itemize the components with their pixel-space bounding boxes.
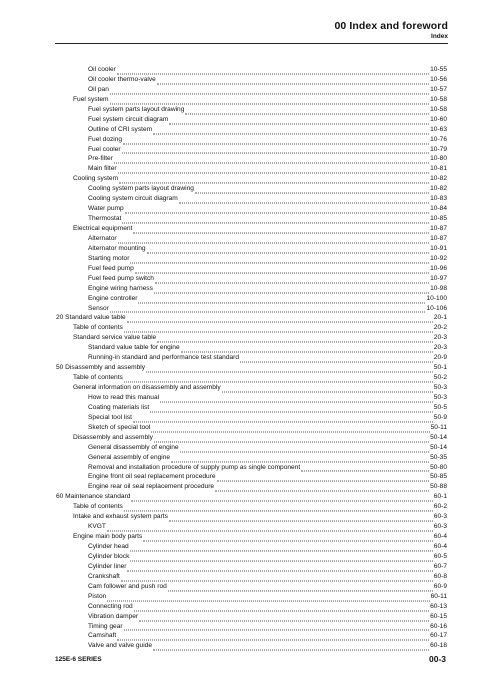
toc-entry-label: Oil cooler <box>88 66 116 73</box>
toc-entry-label: Thermostat <box>88 215 122 223</box>
toc-entry-page: 50-5 <box>433 403 447 411</box>
toc-entry-label: Engine wiring harness <box>88 284 153 292</box>
toc-leader-dots <box>130 257 429 263</box>
toc-leader-dots <box>151 426 429 432</box>
toc-entry[interactable] <box>56 65 447 75</box>
toc-entry-label: Water pump <box>88 205 124 213</box>
toc-entry[interactable] <box>56 224 447 234</box>
toc-entry-label: Cam follower and push rod <box>88 582 167 590</box>
toc-leader-dots <box>217 476 430 482</box>
toc-leader-dots <box>119 178 429 184</box>
toc-leader-dots <box>139 615 429 621</box>
toc-leader-dots <box>301 466 429 472</box>
toc-leader-dots <box>124 377 433 383</box>
toc-entry-label: Outline of CRI system <box>88 125 153 133</box>
toc-leader-dots <box>135 267 429 273</box>
toc-entry-page: 50-2 <box>433 374 447 382</box>
toc-leader-dots <box>143 536 433 542</box>
toc-leader-dots <box>127 317 433 323</box>
toc-entry[interactable] <box>56 592 447 602</box>
toc-leader-dots <box>160 396 433 402</box>
toc-entry-label: Disassembly and assembly <box>73 433 153 441</box>
toc-leader-dots <box>124 625 430 631</box>
toc-entry-label: 50 Disassembly and assembly <box>56 364 146 372</box>
toc-entry-page: 50-88 <box>430 483 447 491</box>
toc-entry[interactable] <box>56 204 447 214</box>
toc-entry-page: 50-85 <box>430 473 447 481</box>
toc-entry[interactable] <box>56 443 447 453</box>
toc-entry-page: 10-87 <box>430 234 447 242</box>
toc-leader-dots <box>154 436 429 442</box>
toc-entry-page: 50-9 <box>433 413 447 421</box>
toc-entry-page: 10-83 <box>430 195 447 203</box>
toc-entry-label: General assembly of engine <box>88 453 171 461</box>
toc-entry-label: Standard value table for engine <box>88 344 180 352</box>
toc-entry-page: 20-3 <box>433 334 447 342</box>
toc-entry[interactable] <box>56 482 447 492</box>
toc-entry-page: 60-13 <box>430 602 447 610</box>
toc-leader-dots <box>110 307 426 313</box>
toc-entry-label: Table of contents <box>73 374 123 382</box>
toc-entry[interactable] <box>56 353 447 363</box>
toc-entry-page: 10-80 <box>430 155 447 163</box>
toc-entry-page: 60-11 <box>430 592 447 600</box>
toc-entry-page: 10-76 <box>430 135 447 143</box>
toc-entry[interactable] <box>56 323 447 333</box>
toc-leader-dots <box>155 277 429 283</box>
toc-entry-label: Cooling system parts layout drawing <box>88 185 194 193</box>
toc-entry[interactable] <box>56 125 447 135</box>
toc-entry-page: 10-97 <box>430 274 447 282</box>
toc-entry[interactable] <box>56 154 447 164</box>
toc-entry[interactable] <box>56 552 447 562</box>
toc-leader-dots <box>122 148 430 154</box>
toc-entry-page: 50-3 <box>433 384 447 391</box>
toc-entry[interactable] <box>56 115 447 125</box>
toc-leader-dots <box>154 287 429 293</box>
toc-entry-page: 60-4 <box>433 543 447 550</box>
toc-entry[interactable] <box>56 234 447 244</box>
toc-entry[interactable] <box>56 164 447 174</box>
toc-entry[interactable] <box>56 602 447 612</box>
toc-leader-dots <box>169 118 429 124</box>
toc-entry-page: 10-60 <box>430 115 447 123</box>
toc-entry-page: 60-1 <box>433 493 447 501</box>
toc-entry[interactable] <box>56 631 447 641</box>
toc-entry-page: 10-96 <box>430 264 447 272</box>
toc-entry-label: Table of contents <box>73 324 123 332</box>
toc-entry-page: 50-3 <box>433 393 447 401</box>
toc-leader-dots <box>179 198 429 204</box>
toc-leader-dots <box>131 496 432 502</box>
toc-entry[interactable] <box>56 333 447 343</box>
toc-entry[interactable] <box>56 393 447 403</box>
toc-entry-page: 60-16 <box>430 622 447 630</box>
toc-leader-dots <box>127 565 432 571</box>
toc-entry[interactable] <box>56 274 447 284</box>
toc-entry[interactable] <box>56 383 447 393</box>
toc-entry-page: 60-8 <box>433 572 447 580</box>
toc-entry-label: 20 Standard value table <box>56 314 126 322</box>
toc-leader-dots <box>181 347 433 353</box>
toc-leader-dots <box>117 68 429 74</box>
toc-entry-label: Fuel feed pump <box>88 264 134 272</box>
toc-entry[interactable] <box>56 572 447 582</box>
toc-entry-page: 60-15 <box>430 612 447 620</box>
toc-entry-page: 60-7 <box>433 562 447 570</box>
toc-entry-page: 10-92 <box>430 254 447 262</box>
toc-leader-dots <box>107 595 429 601</box>
toc-entry-label: Sketch of special tool <box>88 423 151 431</box>
toc-entry-page: 50-11 <box>430 423 447 431</box>
toc-entry[interactable] <box>56 472 447 482</box>
toc-entry-label: Starting motor <box>88 254 130 262</box>
toc-entry[interactable] <box>56 194 447 204</box>
toc-entry-page: 20-9 <box>433 354 447 362</box>
toc-leader-dots <box>107 526 433 532</box>
toc-entry[interactable] <box>56 363 447 373</box>
toc-entry-label: Cooling system <box>73 175 119 183</box>
toc-leader-dots <box>123 138 429 144</box>
toc-entry-page: 60-9 <box>433 582 447 590</box>
toc-entry-label: Engine main body parts <box>73 533 143 541</box>
toc-entry[interactable] <box>56 184 447 194</box>
toc-leader-dots <box>124 506 433 512</box>
toc-entry[interactable] <box>56 512 447 522</box>
toc-leader-dots <box>122 218 429 224</box>
toc-entry-page: 20-3 <box>433 344 447 352</box>
toc-leader-dots <box>222 386 433 392</box>
toc-entry-page: 60-3 <box>433 523 447 531</box>
toc-entry-page: 60-3 <box>433 513 447 521</box>
toc-entry[interactable] <box>56 85 447 95</box>
toc-entry-label: Engine front oil seal replacement procedure <box>88 473 216 481</box>
toc-entry-page: 10-57 <box>430 85 447 93</box>
toc-leader-dots <box>171 456 429 462</box>
toc-entry-label: Table of contents <box>73 503 123 511</box>
toc-entry[interactable] <box>56 582 447 592</box>
toc-leader-dots <box>124 327 433 333</box>
toc-leader-dots <box>146 367 433 373</box>
toc-entry-label: Engine rear oil seal replacement procedure <box>88 483 215 491</box>
toc-leader-dots <box>121 575 433 581</box>
toc-entry-page: 10-79 <box>430 145 447 153</box>
toc-leader-dots <box>195 188 429 194</box>
toc-entry[interactable] <box>56 413 447 423</box>
toc-entry-page: 50-80 <box>430 463 447 471</box>
toc-leader-dots <box>168 585 433 591</box>
toc-entry-label: Fuel system <box>73 95 109 103</box>
toc-entry[interactable] <box>56 244 447 254</box>
toc-leader-dots <box>153 128 429 134</box>
toc-entry-label: Pre-filter <box>88 155 113 163</box>
toc-entry[interactable] <box>56 75 447 85</box>
toc-entry-page: 10-87 <box>430 225 447 232</box>
toc-entry-page: 50-14 <box>430 443 447 451</box>
toc-leader-dots <box>153 645 429 651</box>
toc-entry-label: Fuel system circuit diagram <box>88 115 169 123</box>
toc-entry-page: 10-63 <box>430 125 447 133</box>
toc-entry-label: Removal and installation procedure of supply pump as single component <box>88 463 301 471</box>
toc-list <box>56 65 447 651</box>
toc-entry-page: 10-58 <box>430 105 447 113</box>
toc-entry[interactable] <box>56 612 447 622</box>
toc-entry[interactable] <box>56 174 447 184</box>
toc-leader-dots <box>138 297 425 303</box>
toc-leader-dots <box>125 208 429 214</box>
toc-entry[interactable] <box>56 622 447 632</box>
toc-leader-dots <box>130 545 433 551</box>
toc-entry[interactable] <box>56 453 447 463</box>
toc-entry-page: 20-1 <box>433 314 447 322</box>
toc-entry-label: Oil pan <box>88 85 109 93</box>
toc-entry-page: 50-1 <box>433 364 447 372</box>
toc-entry-page: 60-4 <box>433 533 447 541</box>
toc-leader-dots <box>117 635 429 641</box>
toc-entry-label: Cylinder block <box>88 552 130 560</box>
toc-leader-dots <box>133 227 429 233</box>
toc-entry-page: 10-82 <box>430 175 447 183</box>
toc-entry[interactable] <box>56 433 447 443</box>
toc-entry-page: 10-56 <box>430 75 447 83</box>
toc-entry-page: 10-85 <box>430 215 447 223</box>
toc-leader-dots <box>169 516 433 522</box>
toc-entry-label: Fuel dozing <box>88 135 123 143</box>
toc-entry-page: 10-91 <box>430 244 447 252</box>
toc-entry-page: 10-98 <box>430 284 447 292</box>
toc-entry-label: Standard service value table <box>73 334 157 342</box>
toc-entry[interactable] <box>56 264 447 274</box>
toc-leader-dots <box>240 357 433 363</box>
toc-leader-dots <box>157 337 433 343</box>
toc-leader-dots <box>134 605 429 611</box>
toc-leader-dots <box>114 158 429 164</box>
toc-entry[interactable] <box>56 522 447 532</box>
toc-entry[interactable] <box>56 492 447 502</box>
toc-entry-label: Electrical equipment <box>73 225 133 232</box>
toc-entry[interactable] <box>56 542 447 552</box>
toc-entry-page: 10-58 <box>430 95 447 103</box>
toc-entry[interactable] <box>56 254 447 264</box>
toc-entry[interactable] <box>56 403 447 413</box>
toc-entry[interactable] <box>56 105 447 115</box>
toc-entry-label: Cylinder liner <box>88 562 127 570</box>
toc-entry-label: Intake and exhaust system parts <box>73 513 168 521</box>
toc-entry-page: 10-81 <box>430 165 447 173</box>
toc-entry[interactable] <box>56 304 447 314</box>
toc-entry[interactable] <box>56 294 447 304</box>
toc-entry-page: 10-106 <box>426 304 447 312</box>
toc-entry-label: Sensor <box>88 304 109 312</box>
toc-entry-page: 10-55 <box>430 66 447 73</box>
footer-series: 125E-6 SERIES <box>55 656 102 663</box>
toc-entry[interactable] <box>56 145 447 155</box>
toc-leader-dots <box>157 78 429 84</box>
toc-entry[interactable] <box>56 214 447 224</box>
header-title: 00 Index and foreword <box>334 20 448 32</box>
toc-entry-label: Alternator mounting <box>88 244 146 252</box>
toc-entry-label: Special tool list <box>88 413 132 421</box>
toc-entry-page: 60-5 <box>433 552 447 560</box>
toc-leader-dots <box>185 108 429 114</box>
toc-leader-dots <box>110 98 430 104</box>
toc-entry-label: Fuel feed pump switch <box>88 274 154 282</box>
toc-entry-label: General disassembly of engine <box>88 443 179 451</box>
header-subtitle: Index <box>431 33 448 40</box>
toc-leader-dots <box>118 168 430 174</box>
toc-leader-dots <box>215 486 429 492</box>
toc-entry-label: KVGT <box>88 523 106 531</box>
toc-entry-label: 60 Maintenance standard <box>56 493 131 501</box>
toc-entry[interactable] <box>56 641 447 651</box>
toc-entry-label: Vibration damper <box>88 612 139 620</box>
toc-entry[interactable] <box>56 502 447 512</box>
toc-entry[interactable] <box>56 313 447 323</box>
toc-entry[interactable] <box>56 373 447 383</box>
toc-entry-label: Alternator <box>88 234 117 242</box>
toc-entry-label: How to read this manual <box>88 393 160 401</box>
toc-entry-label: Cylinder head <box>88 543 129 550</box>
toc-entry-label: Timing gear <box>88 622 123 630</box>
toc-entry-label: General information on disassembly and assembly <box>73 384 221 391</box>
toc-entry-label: Cooling system circuit diagram <box>88 195 178 203</box>
toc-entry[interactable] <box>56 343 447 353</box>
toc-entry-label: Engine controller <box>88 294 138 302</box>
toc-leader-dots <box>180 446 430 452</box>
toc-leader-dots <box>133 416 433 422</box>
toc-entry-page: 20-2 <box>433 324 447 332</box>
toc-entry-page: 60-2 <box>433 503 447 511</box>
toc-leader-dots <box>147 247 430 253</box>
toc-entry[interactable] <box>56 284 447 294</box>
toc-entry[interactable] <box>56 463 447 473</box>
toc-entry-page: 10-84 <box>430 205 447 213</box>
toc-entry-label: Crankshaft <box>88 572 120 580</box>
toc-entry-label: Camshaft <box>88 632 117 640</box>
toc-entry-page: 50-14 <box>430 433 447 441</box>
toc-entry-label: Valve and valve guide <box>88 642 153 650</box>
toc-entry-label: Fuel system parts layout drawing <box>88 105 185 113</box>
toc-entry-page: 60-18 <box>430 642 447 650</box>
toc-entry[interactable] <box>56 95 447 105</box>
toc-entry-label: Coating materials list <box>88 403 150 411</box>
toc-entry-label: Piston <box>88 592 107 600</box>
header-rule <box>55 43 448 44</box>
toc-leader-dots <box>118 237 430 243</box>
toc-entry-label: Running-in standard and performance test standard <box>88 354 240 362</box>
toc-leader-dots <box>150 406 433 412</box>
toc-entry-page: 10-100 <box>426 294 447 302</box>
toc-entry[interactable] <box>56 562 447 572</box>
toc-entry-page: 10-82 <box>430 185 447 193</box>
toc-entry[interactable] <box>56 532 447 542</box>
toc-entry-page: 60-17 <box>430 632 447 640</box>
footer-page-number: 00-3 <box>428 654 446 664</box>
toc-entry[interactable] <box>56 135 447 145</box>
toc-entry-label: Connecting rod <box>88 602 133 610</box>
toc-entry-label: Main filter <box>88 165 117 173</box>
toc-leader-dots <box>130 555 432 561</box>
toc-entry-page: 50-35 <box>430 453 447 461</box>
toc-entry-label: Oil cooler thermo-valve <box>88 75 156 83</box>
toc-leader-dots <box>110 88 429 94</box>
toc-entry[interactable] <box>56 423 447 433</box>
toc-entry-label: Fuel cooler <box>88 145 121 153</box>
